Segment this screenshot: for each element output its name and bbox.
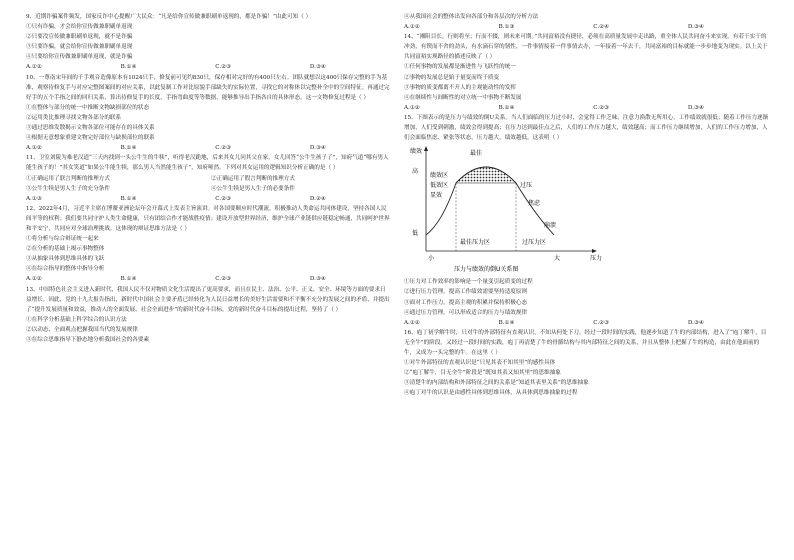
choice-b[interactable]: B.①④ — [120, 195, 137, 202]
choice-b[interactable]: B.①③ — [498, 24, 515, 31]
chart-caption: 压力与绩效的倒U关系图 — [454, 266, 519, 274]
question-stem: 14、“湘阻目长，行则将至；行而不辍，则未来可期。”共同富裕没有捷径，必须在高质量发展中走出路，重全体人民共同奋斗来实现。有若干实干的冲劲，有锲而不舍的劲头，有水滴石穿的韧性，一件事情接着一件事情去办，一年接着一年去干，共同富裕的目标就能一步步地变为现实。以上关于共同富裕实现路径的描述反映了（ ） — [404, 34, 768, 61]
choice-a[interactable]: A.①② — [404, 24, 420, 31]
choice-a[interactable]: A.①② — [26, 64, 42, 71]
choice-d[interactable]: D.③④ — [687, 319, 704, 326]
question-stem: 10、一尊南宋年间的千手观音造像原本有1024只手，修复前可见约830只，保存相对完好的有400只左右。团队就想以这400只保存完整的手为基准，观察待修复手与对应完整图案间的对应关系，以此复制工作对比原貌手部缺失的实际位置，寻找它的对称体以完整补全中的空间特征。再通过完好手的五个手指之间的回归关系，算出待修复手的长度，手指弯曲度等等数据，能够推导出手指各自的具体形态。这一文物修复过程是（ ） — [26, 74, 390, 101]
answer-choices — [26, 62, 326, 72]
question-stem: 12、2022年4月，习近平主席在博鳌亚洲论坛年会开幕式上发表主旨演讲。对各国要顺应时代潮流，积极推动人类命运共同体建设，坚持各国人民间平等的权利；我们要共同守护人类生命健康，只有团结合作才能战胜疫情；建设开放型世界经济，维护全球产业链供应链稳定畅通，共同呵护世界和平安宁，共同应对全球治理挑战。这体现的辩证思维方法是（ ） — [26, 205, 390, 232]
optimal-pressure-label: 最佳压力区 — [460, 239, 491, 247]
question-13 — [26, 285, 391, 346]
option-2: ②事物的发展总是始于量变而终于质变 — [404, 74, 500, 81]
question-stem: 9、近期诈骗案件频发，国家反诈中心提醒广大民众：“凡是给你宣传做兼职刷单返现的，都是诈骗！”由此可知（ ） — [26, 14, 312, 20]
option-2: ②运用类比推理寻找文物各部分的联系 — [26, 114, 122, 121]
option-1: ①在整体与部分的统一中推断文物缺损部位的状态 — [26, 104, 150, 111]
choice-d[interactable]: D.③④ — [309, 145, 326, 152]
option-1: ①只有诈骗，才会给你宣传做兼职刷单返现 — [26, 24, 133, 31]
anxiety-label: 焦虑 — [528, 200, 541, 208]
answer-choices — [26, 143, 326, 153]
answer-choices — [404, 103, 704, 113]
choice-b[interactable]: B.①④ — [498, 104, 515, 111]
option-row — [26, 184, 391, 194]
option-3: ③面对工作压力，提高主观的积累并保持积极心态 — [404, 299, 528, 306]
option-1: ①压力对工作效率的影响是一个量变引起质变的过程 — [404, 279, 533, 286]
choice-a[interactable]: A.①② — [404, 104, 420, 111]
option-4: ④在综合指导的整体中指导分析 — [26, 266, 105, 273]
best-label: 最佳 — [470, 150, 483, 158]
choice-b[interactable]: B.①④ — [120, 64, 137, 71]
choice-a[interactable]: A.①② — [404, 319, 420, 326]
choice-b[interactable]: B.①④ — [120, 145, 137, 152]
choice-b[interactable]: B.①④ — [120, 276, 137, 283]
answer-choices — [26, 194, 326, 204]
option-2: ②只要没宣传做兼职刷单返现，就不是诈骗 — [26, 34, 133, 41]
answer-choices — [26, 274, 326, 284]
choice-c[interactable]: C.②③ — [215, 145, 232, 152]
option-4: ④只要给你宣传做兼职刷单返现，就是诈骗 — [26, 54, 133, 61]
left-column — [26, 12, 391, 345]
option-3: ③公牛生犊是男人生子的充分条件 — [26, 185, 110, 192]
y-high-label: 高 — [412, 168, 419, 176]
question-9 — [26, 12, 391, 73]
choice-a[interactable]: A.①③ — [26, 195, 42, 202]
question-15 — [404, 113, 770, 328]
collapse-label: 崩溃 — [544, 222, 557, 230]
x-large-label: 大 — [554, 255, 561, 263]
question-stem: 13、中国特色社会主义进入新时代，我国人民不仅对物质文化生活提出了更高要求，而且在民主、法治、公平、正义、安全、环境等方面的要求日益增长。因此，党的十九大报告指出，新时代中国社会主要矛盾已经转化为人民日益增长的美好生活需要和不平衡不充分的发展之间的矛盾，并提出了“提升发展质量和效益，推动人的全面发展、社会全面进步”的新时代奋斗目标。党的新时代奋斗目标的提出过程，坚持了（ ） — [26, 286, 390, 313]
option-4: ④根据无意想象重建文物完好部位与缺损部位的联系 — [26, 135, 155, 142]
option-4: ④公牛生犊是男人生子的必要条件 — [211, 185, 295, 192]
choice-d[interactable]: D.③④ — [687, 104, 704, 111]
question-14 — [404, 32, 770, 113]
question-stem: 15、下图表示的是压力与绩效的倒U关系。当人们面临的压力过小时，会觉得工作乏味，注意力涣散无所用心，工作绩效就很低；随着工作压力逐渐增加，人们受到刺激，绩效会得到提高；在压力达到最佳点之后，人们的工作压力越大，绩效越高；而工作压力继续增加，人们的工作压力增加，人们会面临焦虑、紧张等状态，压力越大，绩效越低。这表明（ ） — [404, 114, 769, 142]
choice-c[interactable]: C.②③ — [593, 104, 610, 111]
option-3: ③清楚牛的内部结构和外部特征之间的关系是“知道其表里关系”的思维抽象 — [404, 380, 589, 387]
choice-c[interactable]: C.②③ — [215, 276, 232, 283]
y-axis-label: 绩效 — [410, 148, 423, 156]
option-1: ①在科学分析基础上科学综合的认识方法 — [26, 316, 127, 323]
x-small-label: 小 — [428, 255, 435, 263]
option-row — [26, 174, 391, 184]
option-4: ④通过压力管理，可以形成适合的压力与绩效规律 — [404, 309, 528, 316]
option-2: ②以动态、全面观点把握我国当代的发展规律 — [26, 326, 138, 333]
y-low-label: 低 — [412, 230, 419, 238]
option-1: ①将分析与综合辩证统一起来 — [26, 236, 99, 243]
choice-d[interactable]: D.③④ — [687, 24, 704, 31]
option-3: ③在综合思维指导下静态地分析我国社会的各要素 — [26, 337, 150, 343]
question-11 — [26, 153, 391, 203]
question-stem: 11、卫室刘陵为难老汉道“三天内找到一头公牛生的牛犊”，听得老汉跪地，后来其女儿问其父在家，女儿回答“公牛生孩子了”，知府气道“哪有男人能生孩子的！”其女笑道“如果公牛能生犊，那么男人当然能生孩子”，知府哑然。下列对其女运用的逻辑知识分析正确的是（ ） — [26, 155, 389, 172]
option-3: ③事物的质变都离不开人的主观能动性的发挥 — [404, 84, 516, 91]
low-efficiency-label: 低效区 — [430, 182, 449, 190]
choice-c[interactable]: C.②③ — [593, 319, 610, 326]
overload-label: 过压 — [520, 182, 533, 190]
low-pressure-label: 显效 — [430, 192, 443, 200]
option-1: ①任何事物的发展都是渐进性与飞跃性的统一 — [404, 64, 516, 71]
choice-d[interactable]: D.②④ — [309, 195, 326, 202]
x-axis-arrow — [592, 249, 597, 253]
option-3: ③只要诈骗，就会给你宣传做兼职刷单返现 — [26, 44, 133, 51]
question-12 — [26, 204, 391, 285]
option-4: ④从我国社会的整体出发向各部分和各层次的分析方法 — [404, 14, 539, 20]
question-stem: 16、庖丁初学解牛时，只对牛的外部特征有直观认识，不知从何处下刀。经过一段时间的实践，他逐步知道了牛的内部结构，进入了“庖丁解牛，目无全牛”的阶段。又经过一段时间的实践，庖丁再清楚了牛的骨骼结构与其内部特征之间的关系，并且从整体上把握了牛的构造，由此在他面前的牛，又成为一头完整的牛。在这里（ ） — [404, 329, 767, 356]
option-2: ②进行压力管理，提高工作绩效需要坚持适度原则 — [404, 289, 528, 296]
answer-choices — [404, 318, 704, 328]
choice-d[interactable]: D.③④ — [309, 276, 326, 283]
answer-choices — [404, 22, 704, 32]
option-2: ②正确运用了假言判断的推理方式 — [211, 175, 295, 182]
option-2: ②在分析的基础上揭示事物整体 — [26, 246, 105, 253]
choice-a[interactable]: A.①② — [26, 276, 42, 283]
question-10 — [26, 73, 391, 154]
choice-c[interactable]: C.②④ — [593, 24, 610, 31]
choice-d[interactable]: D.③④ — [309, 64, 326, 71]
best-zone-label: 绩效区 — [430, 172, 449, 180]
question-16 — [404, 328, 770, 399]
x-axis-label: 压力 — [590, 255, 603, 263]
option-3: ③通过思维发散揭示文物各部位可能存在的具体关系 — [26, 125, 155, 132]
option-1: ①正确运用了联言判断的推理方式 — [26, 175, 110, 182]
choice-c[interactable]: C.②③ — [215, 64, 232, 71]
option-4: ④在继续性与间断性的对立统一中事物不断发展 — [404, 94, 522, 101]
choice-b[interactable]: B.①④ — [498, 319, 515, 326]
pressure-performance-chart — [404, 143, 604, 273]
option-4: ④庖丁对牛的认识是由感性具体到思维具体，从具体到思维抽象的过程 — [404, 390, 578, 397]
option-3: ③从抽象具体到思维具体的飞跃 — [26, 256, 105, 263]
question-13-continued — [404, 12, 770, 32]
overpressure-label: 过压力区 — [522, 239, 547, 247]
option-2: ②“庖丁解牛，目无全牛”阶段是“既知其表又知其里”的思维抽象 — [404, 370, 561, 377]
choice-a[interactable]: A.①② — [26, 145, 42, 152]
right-column — [404, 12, 770, 398]
choice-c[interactable]: C.②③ — [215, 195, 232, 202]
option-1: ①对牛外部特征的直观认识是“只见其表不知其里”的感性具体 — [404, 360, 556, 367]
y-axis-arrow — [424, 146, 428, 151]
